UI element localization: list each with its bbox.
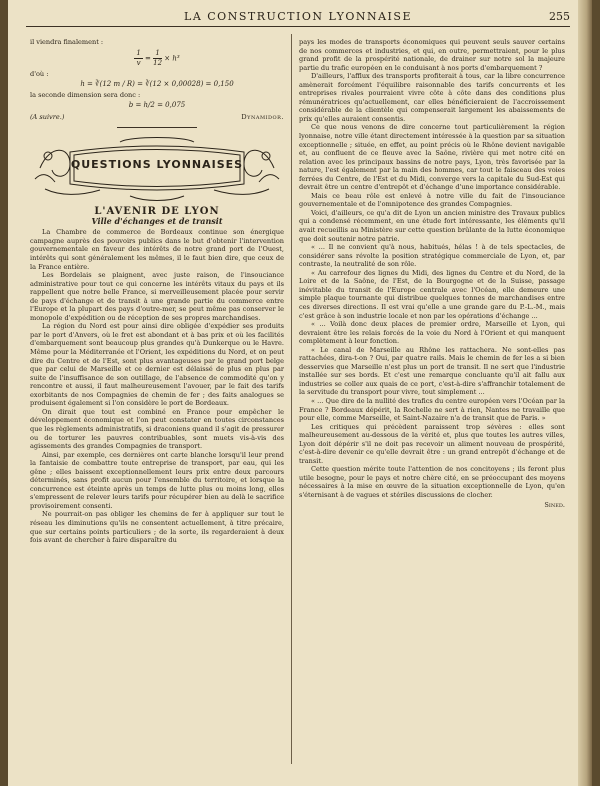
paragraph: Voici, d'ailleurs, ce qu'a dit de Lyon un ancien ministre des Travaux publics qui a condensé récemment, en une étude fort intéressante, les éléments qu'il avait recueillis au Ministère sur cette question brûlante de la lutte économique que doit soutenir notre patrie. <box>299 208 565 243</box>
formula-3: b = h/2 = 0,075 <box>128 101 186 110</box>
paragraph: Les Bordelais se plaignent, avec juste raison, de l'insouciance administrative pour tout ce qui concerne les intérêts vitaux du pays et ils rappellent que notre belle France, si merveilleusement placée pour servir de pays d'échange et de transit à une grande partie du commerce entre l'Europe et la plupart des pays d'outre-mer, se peut même pas conserver le monopole d'expédition ou de réception de ses propres marchandises. <box>30 271 284 322</box>
formula-1-rhs: $\frac{1}{12}$ <box>153 48 163 67</box>
quote-paragraph: « ... Il ne convient qu'à nous, habitués, hélas ! à de tels spectacles, de considérer sans révolte la position stratégique commerciale de Lyon, et, par contraste, la neutralité de son rôle. <box>299 243 565 269</box>
column-divider <box>291 34 292 764</box>
paragraph: pays les modes de transports économiques qui peuvent seuls sauver certains de nos commerces et industries, et qui, en outre, permettraient, pour le plus grand profit de la prospérité nationale, de drainer sur notre sol la majeure partie du trafic européen en le conduisant à nos ports d'embarquement ? <box>299 38 565 72</box>
paragraph: Ne pourrait-on pas obliger les chemins de fer à appliquer sur tout le réseau les diminutions qu'ils ne consentent actuellement, à titre précaire, que sur certains points particuliers ; de la sorte, ils regarderaient à deux fois avant de chercher à faire disparaître du <box>30 510 284 545</box>
second-dimension-text: la seconde dimension sera donc : <box>30 90 141 99</box>
running-header <box>26 8 570 27</box>
paragraph: D'ailleurs, l'afflux des transports profiterait à tous, car la libre concurrence amènerait forcément l'équilibre raisonnable des tarifs concurrents et les entreprises rivales pourraient vivre côte à côte dans des conditions plus rémunératrices qu'actuellement, car elles bénéficieraient de l'accroissement considérable de la clientèle qui compenserait largement les abaissements de prix qu'elles auraient consentis. <box>299 72 565 123</box>
left-column <box>30 38 284 545</box>
article-title: L'AVENIR DE LYON <box>94 206 220 218</box>
quote-paragraph: « Le canal de Marseille au Rhône les rattachera. Ne sont-elles pas rattachées, dira-t-on ? Oui, par quatre rails. Mais le chemin de fer les a si bien desservies que Marseille n'est plus un port de transit. Il ne sert que l'industrie installée sur ses bords. Et c'est une remarque concluante qu'il ait fallu aux industries se coller aux quais de ce port, c'est-à-dire s'affranchir totalement de la servitude du transport pour vivre, tout simplement ... <box>299 345 565 397</box>
page-edge <box>578 0 592 786</box>
formula-1-lhs: $\frac{1}{v}$ <box>136 48 141 67</box>
paragraph: Mais ce beau rôle est enlevé à notre ville du fait de l'insouciance gouvernementale et de l'omnipotence des grandes Compagnies. <box>299 191 565 209</box>
paragraph: Cette question mérite toute l'attention de nos concitoyens ; ils feront plus utile besogne, pour le pays et notre chère cité, en se préoccupant des moyens nécessaires à la mise en œuvre de la situation exceptionnelle de Lyon, qu'en s'éternisant à de vagues et stériles discussions de clocher. <box>299 465 565 499</box>
paragraph: La région du Nord est pour ainsi dire obligée d'expédier ses produits par le port d'Anvers, où le fret est abondant et à bas prix et où les facilités d'embarquement sont beaucoup plus grandes qu'à Dunkerque ou le Havre. Même pour la Méditerranée et l'Orient, les expéditions du Nord, et on peut dire du Centre et de l'Est, sont plus avantageuses par le grand port belge que par celui de Marseille et ce dernier est délaissé de plus en plus par suite de l'insuffisance de son outillage, de l'absence de commodité qu'on y rencontre et aussi, il faut malheureusement l'avouer, par le fait des tarifs exorbitants de nos Compagnies de chemin de fer ; des faits analogues se produisent également si l'on considère le port de Bordeaux. <box>30 322 284 408</box>
quote-paragraph: « ... Que dire de la nullité des trafics du centre européen vers l'Océan par la France ? Bordeaux dépérit, la Rochelle ne sert à rien, Nantes ne travaille que pour elle, comme Marseille, et Saint-Nazaire n'a de transit que de Paris. » <box>299 396 565 423</box>
paragraph: La Chambre de commerce de Bordeaux continue son énergique campagne auprès des pouvoirs publics dans le but d'obtenir l'intervention gouvernementale en faveur des intérêts de notre grand port de l'Ouest, intérêts qui sont généralement les mêmes, il le faut bien dire, que ceux de la France entière. <box>30 228 284 271</box>
paragraph: Les critiques qui précèdent paraissent trop sévères : elles sont malheureusement au-dessous de la vérité et, plus que toutes les autres villes, Lyon doit dépérir s'il ne doit pas recevoir un aliment nouveau de prospérité, c'est-à-dire devenir ce qu'elle devrait être : un grand entrepôt d'échange et de transit. <box>299 422 565 465</box>
page-number: 255 <box>549 10 570 23</box>
quote-paragraph: « ... Voilà donc deux places de premier ordre, Marseille et Lyon, qui devraient être les relais forcés de la voie du Nord à l'Orient et qui manquent complètement à leur fonction. <box>299 320 565 346</box>
formula-intro: il viendra finalement : <box>30 38 104 46</box>
paragraph: Ainsi, par exemple, ces dernières ont carte blanche lorsqu'il leur prend la fantaisie de combattre toute entreprise de transport, par eau, qui les gêne ; elles baissent exceptionnellement leurs prix entre deux parcours déterminés, sans profit aucun pour l'ensemble du territoire, et lorsque la concurrence est éteinte après un temps de lutte plus ou moins long, elles s'empressent de relever leurs tarifs pour récupérer bien au delà le sacrifice provisoirement consenti. <box>30 450 284 510</box>
continuation-line <box>30 113 284 122</box>
formula-2: h = ∛(12 m / R) = ∛(12 × 0,00028) = 0,150 <box>80 80 234 89</box>
journal-title: LA CONSTRUCTION LYONNAISE <box>184 10 412 23</box>
quote-paragraph: « Au carrefour des lignes du Midi, des lignes du Centre et du Nord, de la Loire et de la Saône, de l'Est, de la Bourgogne et de la Suisse, passage inévitable du transit de l'Europe centrale avec l'Océan, elle demeure une simple plaque tournante qui distribue quelques tonnes de marchandises entre ces diverses directions. Il est vrai qu'elle a une grande gare du P.-L.-M., mais c'est grâce à son industrie locale et non par les opérations d'échange ... <box>299 268 565 320</box>
section-banner <box>30 134 284 204</box>
paragraph: Ce que nous venons de dire concerne tout particulièrement la région lyonnaise, notre ville étant directement intéressée à la question par sa situation exceptionnelle ; située, en effet, au point précis où le Rhône devient navigable et, au confluent de ce fleuve avec la Saône, rivière qui met notre cité en relation avec les principaux bassins de notre pays, Lyon, très favorisée par la nature, l'est également par la main des hommes, car tout le faisceau des voies ferrées du Centre, de l'Est et du Midi, converge vers la capitale du Sud-Est qui devrait être un centre d'entrepôt et d'échange d'une importance considérable. <box>299 123 565 192</box>
article-subtitle: Ville d'échanges et de transit <box>91 215 223 226</box>
author-signature: Dynamidor. <box>241 112 284 121</box>
right-column <box>299 38 565 509</box>
dou-label: d'où : <box>30 69 49 78</box>
formula-1: $\frac{1}{v}$ = $\frac{1}{12}$ × h³ <box>136 48 180 67</box>
paragraph: On dirait que tout est combiné en France pour empêcher le développement économique et l'on peut constater en toutes circonstances que les règlements administratifs, si draconiens quand il s'agit de pressurer ou de torturer les pauvres contribuables, sont muets vis-à-vis des agissements des grandes Compagnies de transport. <box>30 407 284 451</box>
section-rule <box>117 127 197 128</box>
banner-title: QUESTIONS LYONNAISES <box>70 158 244 172</box>
article-signature: Sined. <box>544 500 565 509</box>
to-be-continued: (A suivre.) <box>30 112 65 121</box>
newspaper-page <box>8 0 592 786</box>
